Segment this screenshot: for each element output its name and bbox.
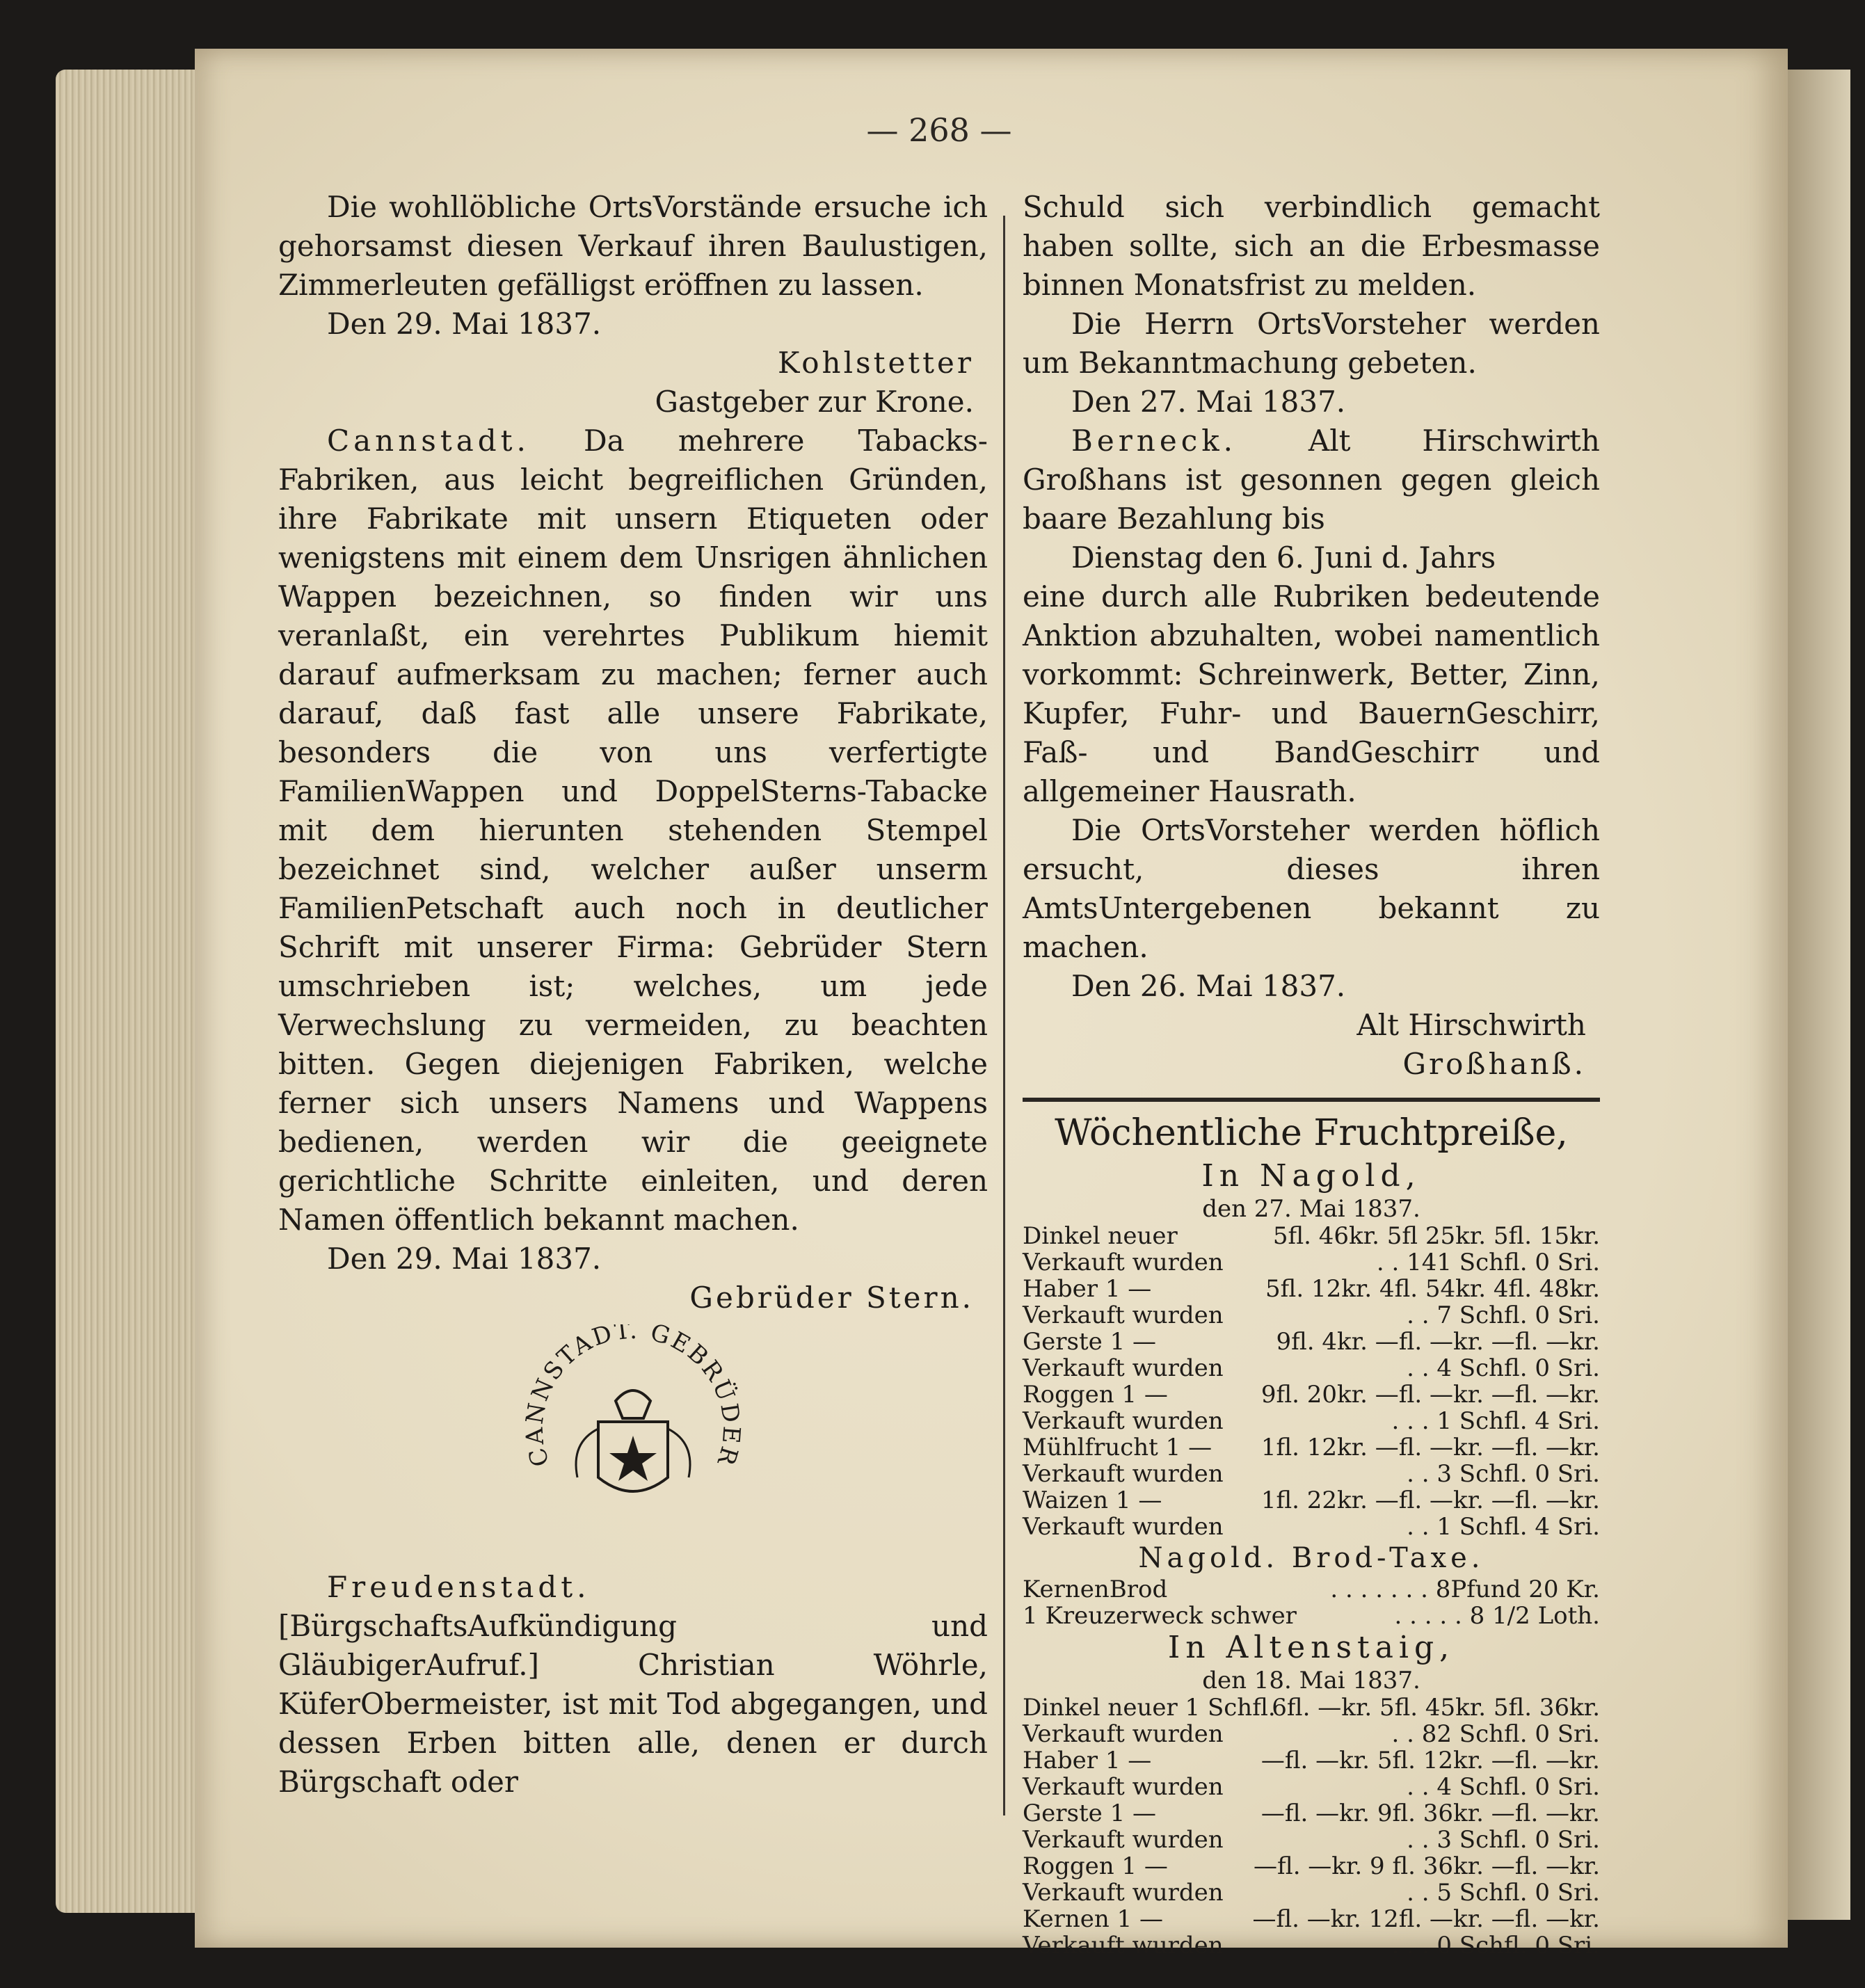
svg-text:CANNSTADT. GEBRÜDER STERN IN (487, 1324, 746, 1470)
price-row: Verkauft wurden . . 3 Schfl. 0 Sri. (1023, 1460, 1600, 1488)
next-page-edge (1788, 70, 1850, 1920)
notice-signature-title: Gastgeber zur Krone. (655, 385, 974, 419)
page-number: — 268 — (866, 111, 1012, 149)
section-rule (1023, 1098, 1600, 1102)
notice-signature: Gebrüder Stern. (689, 1281, 974, 1315)
bread-tax-table (1023, 1576, 1600, 1629)
notice-date: Den 29. Mai 1837. (327, 307, 602, 341)
notice-signature: Alt Hirschwirth (1356, 1008, 1586, 1042)
price-row: Verkauft wurden . . 1 Schfl. 4 Sri. (1023, 1513, 1600, 1541)
notice-paragraph: Die OrtsVorsteher werden höflich ersucht, dieses ihren AmtsUntergebenen bekannt zu machen. (1023, 813, 1600, 964)
price-row: Verkauft wurden . . 141 Schfl. 0 Sri. (1023, 1249, 1600, 1276)
price-table-altensteig (1023, 1694, 1600, 1959)
price-row: Kernen 1 — —fl. —kr. 12fl. —kr. —fl. —kr. (1023, 1905, 1600, 1933)
price-row: Haber 1 — 5fl. 12kr. 4fl. 54kr. 4fl. 48kr. (1023, 1275, 1600, 1303)
notice-paragraph (278, 422, 988, 1240)
market-date: den 27. Mai 1837. (1202, 1195, 1420, 1223)
place-name: Freudenstadt. (327, 1570, 591, 1604)
price-row: Verkauft wurden . . 4 Schfl. 0 Sri. (1023, 1773, 1600, 1801)
auction-date: Dienstag den 6. Juni d. Jahrs (1071, 540, 1496, 575)
notice-paragraph: eine durch alle Rubriken bedeutende Anktion abzuhalten, wobei namentlich vorkommt: Schreinwerk, Better, Zinn, Kupfer, Fuhr- und BauernGeschirr, Faß- und BandGeschirr und allgemeiner Hausrath. (1023, 579, 1600, 808)
price-row: Mühlfrucht 1 — 1fl. 12kr. —fl. —kr. —fl. —kr. (1023, 1434, 1600, 1461)
notice-signature: Großhanß. (1402, 1047, 1586, 1081)
seal-icon (487, 1324, 779, 1554)
column-divider (1003, 216, 1005, 1815)
price-row: Dinkel neuer 5fl. 46kr. 5fl 25kr. 5fl. 15kr. (1023, 1222, 1600, 1250)
bread-tax-title: Nagold. Brod-Taxe. (1138, 1542, 1484, 1574)
left-column (278, 188, 988, 1802)
price-row: Gerste 1 — 9fl. 4kr. —fl. —kr. —fl. —kr. (1023, 1328, 1600, 1356)
price-table-nagold (1023, 1223, 1600, 1540)
price-row: Roggen 1 — 9fl. 20kr. —fl. —kr. —fl. —kr. (1023, 1381, 1600, 1409)
price-row: Verkauft wurden . . . 1 Schfl. 4 Sri. (1023, 1407, 1600, 1435)
notice-date: Den 26. Mai 1837. (1071, 969, 1346, 1003)
price-row: 1 Kreuzerweck schwer . . . . . 8 1/2 Loth. (1023, 1602, 1600, 1630)
price-row: KernenBrod . . . . . . . 8Pfund 20 Kr. (1023, 1576, 1600, 1603)
place-name: Berneck. (1071, 424, 1238, 458)
price-row: Haber 1 — —fl. —kr. 5fl. 12kr. —fl. —kr. (1023, 1747, 1600, 1774)
price-row: Verkauft wurden . . 7 Schfl. 0 Sri. (1023, 1301, 1600, 1329)
notice-paragraph (278, 1568, 988, 1802)
notice-paragraph: Schuld sich verbindlich gemacht haben sollte, sich an die Erbesmasse binnen Monatsfrist zu melden. (1023, 190, 1600, 302)
place-name: Cannstadt. (327, 424, 530, 458)
price-row: Gerste 1 — —fl. —kr. 9fl. 36kr. —fl. —kr. (1023, 1799, 1600, 1827)
notice-date: Den 29. Mai 1837. (327, 1242, 602, 1276)
price-section-title: Wöchentliche Fruchtpreiße, (1055, 1112, 1568, 1154)
page-edges (56, 70, 209, 1913)
price-row: Waizen 1 — 1fl. 22kr. —fl. —kr. —fl. —kr. (1023, 1486, 1600, 1514)
notice-paragraph (1023, 422, 1600, 538)
price-row: Verkauft wurden . . 3 Schfl. 0 Sri. (1023, 1826, 1600, 1854)
price-row: Roggen 1 — —fl. —kr. 9 fl. 36kr. —fl. —kr. (1023, 1852, 1600, 1880)
notice-text: Da mehrere Tabacks-Fabriken, aus leicht begreiflichen Gründen, ihre Fabrikate mit unsern Etiqueten oder wenigstens mit einem dem Unsrigen ähnlichen Wappen bezeichnen, so finden wir uns veranlaßt, ein verehrtes Publikum hiemit darauf aufmerksam zu machen; ferner auch darauf, daß fast alle unsere Fabrikate, besonders die von uns verfertigte FamilienWappen und DoppelSterns-Tabacke mit dem hierunten stehenden Stempel bezeichnet sind, welcher außer unserm FamilienPetschaft auch noch in deutlicher Schrift mit unserer Firma: Gebrüder Stern umschrieben ist; welches, um jede Verwechslung zu vermeiden, zu beachten bitten. Gegen diejenigen Fabriken, welche ferner sich unsers Namens und Wappens bedienen, werden wir die geeignete gerichtliche Schritte einleiten, und deren Namen öffentlich bekannt machen. (278, 424, 988, 1237)
price-row: Dinkel neuer 1 Schfl. 6fl. —kr. 5fl. 45kr. 5fl. 36kr. (1023, 1694, 1600, 1722)
market-place: In Nagold, (1201, 1158, 1421, 1194)
notice-paragraph: Die wohllöbliche OrtsVorstände ersuche ich gehorsamst diesen Verkauf ihren Baulustigen, Zimmerleuten gefälligst eröffnen zu lassen. (278, 190, 988, 302)
notice-signature: Kohlstetter (778, 346, 974, 380)
market-place: In Altenstaig, (1167, 1630, 1455, 1665)
right-column (1023, 188, 1600, 1959)
price-row: Verkauft wurden . . 82 Schfl. 0 Sri. (1023, 1720, 1600, 1748)
notice-date: Den 27. Mai 1837. (1071, 385, 1346, 419)
seal-text: CANNSTADT. GEBRÜDER (520, 1324, 746, 1470)
price-row: Verkauft wurden . . . 0 Schfl. 0 Sri. (1023, 1932, 1600, 1959)
notice-paragraph: Die Herrn OrtsVorsteher werden um Bekanntmachung gebeten. (1023, 307, 1600, 380)
notice-text: Alt Hirschwirth Großhans ist gesonnen gegen gleich baare Bezahlung bis (1023, 424, 1600, 536)
market-date: den 18. Mai 1837. (1202, 1667, 1420, 1694)
price-row: Verkauft wurden . . 5 Schfl. 0 Sri. (1023, 1879, 1600, 1907)
price-row: Verkauft wurden . . 4 Schfl. 0 Sri. (1023, 1354, 1600, 1382)
company-seal (487, 1324, 779, 1554)
notice-text: [BürgschaftsAufkündigung und GläubigerAufruf.] Christian Wöhrle, KüferObermeister, ist mit Tod abgegangen, und dessen Erben bitten alle, denen er durch Bürgschaft oder (278, 1609, 988, 1799)
